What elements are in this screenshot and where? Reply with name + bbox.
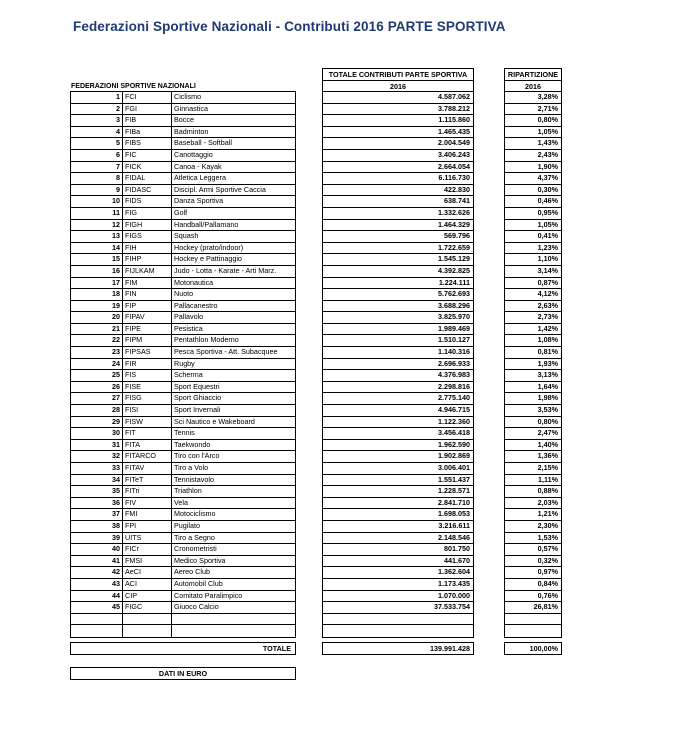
distribution-pct: 1,98% bbox=[505, 393, 561, 405]
federation-code: FIH bbox=[122, 243, 169, 254]
federation-name: Sport Equestri bbox=[171, 382, 295, 393]
federation-code: FIJLKAM bbox=[122, 266, 169, 277]
contribution-value: 1.122.360 bbox=[323, 417, 473, 429]
table-row bbox=[71, 498, 295, 510]
row-number: 2 bbox=[116, 103, 120, 113]
table-row bbox=[71, 567, 295, 579]
distribution-pct: 1,11% bbox=[505, 475, 561, 487]
federation-name: Triathlon bbox=[171, 486, 295, 497]
federation-code: FIGH bbox=[122, 220, 169, 231]
federation-code: CIP bbox=[122, 591, 169, 602]
contribution-value bbox=[323, 625, 473, 637]
federation-name: Sport Invernali bbox=[171, 405, 295, 416]
row-number: 40 bbox=[112, 544, 120, 554]
contribution-value: 3.216.611 bbox=[323, 521, 473, 533]
federation-name: Vela bbox=[171, 498, 295, 509]
table-row bbox=[71, 173, 295, 185]
contribution-value: 2.696.933 bbox=[323, 359, 473, 371]
table-row bbox=[71, 370, 295, 382]
page-title: Federazioni Sportive Nazionali - Contributi 2016 PARTE SPORTIVA bbox=[73, 19, 506, 34]
contribution-value: 1.510.127 bbox=[323, 335, 473, 347]
row-number: 6 bbox=[116, 149, 120, 159]
row-number: 35 bbox=[112, 486, 120, 496]
distribution-pct: 0,76% bbox=[505, 591, 561, 603]
row-number: 14 bbox=[112, 242, 120, 252]
row-number: 43 bbox=[112, 578, 120, 588]
contribution-value: 1.989.469 bbox=[323, 324, 473, 336]
contribution-value: 6.116.730 bbox=[323, 173, 473, 185]
contribution-value: 2.298.816 bbox=[323, 382, 473, 394]
table-row bbox=[71, 544, 295, 556]
row-number: 17 bbox=[112, 277, 120, 287]
federation-code: FIBS bbox=[122, 138, 169, 149]
contribution-value: 1.722.659 bbox=[323, 243, 473, 255]
row-number: 45 bbox=[112, 602, 120, 612]
row-number: 5 bbox=[116, 138, 120, 148]
contribution-value: 4.376.983 bbox=[323, 370, 473, 382]
row-number: 20 bbox=[112, 312, 120, 322]
federation-name: Taekwondo bbox=[171, 440, 295, 451]
distribution-pct: 0,84% bbox=[505, 579, 561, 591]
federations-table bbox=[70, 92, 296, 638]
table-row bbox=[71, 463, 295, 475]
table-row bbox=[71, 138, 295, 150]
contribution-value: 1.698.053 bbox=[323, 509, 473, 521]
table-row bbox=[71, 382, 295, 394]
contribution-value: 1.962.590 bbox=[323, 440, 473, 452]
distribution-pct: 3,28% bbox=[505, 92, 561, 104]
contribution-value: 4.946.715 bbox=[323, 405, 473, 417]
federation-name: Squash bbox=[171, 231, 295, 242]
federation-name: Aereo Club bbox=[171, 567, 295, 578]
table-row bbox=[71, 451, 295, 463]
table-row bbox=[71, 266, 295, 278]
federation-code: FIGC bbox=[122, 602, 169, 613]
distribution-pct: 1,43% bbox=[505, 138, 561, 150]
table-row bbox=[71, 335, 295, 347]
contribution-value: 1.228.571 bbox=[323, 486, 473, 498]
federation-code: FISI bbox=[122, 405, 169, 416]
row-number: 12 bbox=[112, 219, 120, 229]
federation-code: FMI bbox=[122, 509, 169, 520]
contribution-value: 638.741 bbox=[323, 196, 473, 208]
distribution-pct: 0,57% bbox=[505, 544, 561, 556]
distribution-pct: 1,05% bbox=[505, 220, 561, 232]
total-label: TOTALE bbox=[262, 644, 291, 653]
row-number: 31 bbox=[112, 439, 120, 449]
federation-name: Pallavolo bbox=[171, 312, 295, 323]
contribution-value: 422.830 bbox=[323, 185, 473, 197]
currency-note: DATI IN EURO bbox=[158, 669, 208, 678]
table-row bbox=[71, 509, 295, 521]
contribution-value: 2.775.140 bbox=[323, 393, 473, 405]
distribution-pct: 4,12% bbox=[505, 289, 561, 301]
table-row bbox=[71, 312, 295, 324]
table-row bbox=[71, 301, 295, 313]
table-row bbox=[71, 393, 295, 405]
federation-code: FIG bbox=[122, 208, 169, 219]
federation-code: FIDS bbox=[122, 196, 169, 207]
contribution-value: 2.148.546 bbox=[323, 533, 473, 545]
distribution-pct: 1,93% bbox=[505, 359, 561, 371]
federation-name: Baseball - Softball bbox=[171, 138, 295, 149]
contribution-value: 1.464.329 bbox=[323, 220, 473, 232]
distribution-pct: 1,53% bbox=[505, 533, 561, 545]
table-row bbox=[71, 591, 295, 603]
table-row bbox=[71, 625, 295, 637]
federation-code: FIPSAS bbox=[122, 347, 169, 358]
federation-name: Automobil Club bbox=[171, 579, 295, 590]
table-row bbox=[71, 428, 295, 440]
contribution-value: 1.140.316 bbox=[323, 347, 473, 359]
contribution-value: 37.533.754 bbox=[323, 602, 473, 614]
table-row bbox=[71, 614, 295, 626]
distribution-pct: 2,47% bbox=[505, 428, 561, 440]
contribution-value: 3.825.970 bbox=[323, 312, 473, 324]
federation-code: FIPAV bbox=[122, 312, 169, 323]
row-number: 22 bbox=[112, 335, 120, 345]
federation-code: FPI bbox=[122, 521, 169, 532]
table-row bbox=[71, 556, 295, 568]
row-number: 7 bbox=[116, 161, 120, 171]
federation-name: Sport Ghiaccio bbox=[171, 393, 295, 404]
row-number: 24 bbox=[112, 358, 120, 368]
distribution-pct bbox=[505, 625, 561, 637]
federation-name: Pesistica bbox=[171, 324, 295, 335]
distribution-pct: 0,88% bbox=[505, 486, 561, 498]
federation-name: Hockey (prato/indoor) bbox=[171, 243, 295, 254]
contribution-value bbox=[323, 614, 473, 626]
distribution-pct: 1,23% bbox=[505, 243, 561, 255]
distribution-pct: 0,80% bbox=[505, 417, 561, 429]
contribution-value: 569.796 bbox=[323, 231, 473, 243]
contribution-value: 2.841.710 bbox=[323, 498, 473, 510]
distribution-pct bbox=[505, 614, 561, 626]
row-number: 27 bbox=[112, 393, 120, 403]
federation-code: FITeT bbox=[122, 475, 169, 486]
federation-code bbox=[122, 614, 169, 625]
row-number: 18 bbox=[112, 289, 120, 299]
federation-name: Cronometristi bbox=[171, 544, 295, 555]
federation-name: Ginnastica bbox=[171, 104, 295, 115]
row-number: 13 bbox=[112, 231, 120, 241]
row-number: 34 bbox=[112, 474, 120, 484]
row-number: 1 bbox=[116, 92, 120, 101]
federation-code: FISG bbox=[122, 393, 169, 404]
contribution-value: 1.902.869 bbox=[323, 451, 473, 463]
contribution-value: 1.332.626 bbox=[323, 208, 473, 220]
federation-name: Handball/Pallamano bbox=[171, 220, 295, 231]
table-row bbox=[71, 405, 295, 417]
contribution-value: 1.551.437 bbox=[323, 475, 473, 487]
federation-name: Canottaggio bbox=[171, 150, 295, 161]
total-pct-box bbox=[504, 642, 562, 655]
row-number: 11 bbox=[112, 207, 120, 217]
table-row bbox=[71, 440, 295, 452]
row-number: 10 bbox=[112, 196, 120, 206]
federation-code: FIB bbox=[122, 115, 169, 126]
distribution-pct: 0,87% bbox=[505, 278, 561, 290]
federation-name bbox=[171, 614, 295, 625]
table-row bbox=[71, 150, 295, 162]
distribution-pct: 2,03% bbox=[505, 498, 561, 510]
federation-name: Judo - Lotta - Karate - Arti Marz. bbox=[171, 266, 295, 277]
federation-name: Comitato Paralimpico bbox=[171, 591, 295, 602]
contribution-value: 2.004.549 bbox=[323, 138, 473, 150]
table-row bbox=[71, 359, 295, 371]
federation-code: FICK bbox=[122, 162, 169, 173]
federation-name: Rugby bbox=[171, 359, 295, 370]
federation-code: FIT bbox=[122, 428, 169, 439]
contribution-value: 441.670 bbox=[323, 556, 473, 568]
federation-code: FIPE bbox=[122, 324, 169, 335]
total-value-box bbox=[322, 642, 474, 655]
federation-code: AeCI bbox=[122, 567, 169, 578]
federation-name: Danza Sportiva bbox=[171, 196, 295, 207]
contribution-value: 1.362.604 bbox=[323, 567, 473, 579]
federation-name: Sci Nautico e Wakeboard bbox=[171, 417, 295, 428]
federation-name: Badminton bbox=[171, 127, 295, 138]
distribution-pct: 3,13% bbox=[505, 370, 561, 382]
row-number: 9 bbox=[116, 184, 120, 194]
table-row bbox=[71, 486, 295, 498]
federation-name: Pesca Sportiva - Att. Subacquee bbox=[171, 347, 295, 358]
federation-code: FIC bbox=[122, 150, 169, 161]
federations-header: FEDERAZIONI SPORTIVE NAZIONALI bbox=[70, 81, 296, 92]
distribution-pct: 2,30% bbox=[505, 521, 561, 533]
rip-header-year: 2016 bbox=[505, 80, 561, 92]
contribution-value: 3.788.212 bbox=[323, 104, 473, 116]
table-row bbox=[71, 196, 295, 208]
federation-code: FITA bbox=[122, 440, 169, 451]
row-number: 29 bbox=[112, 416, 120, 426]
row-number: 37 bbox=[112, 509, 120, 519]
distribution-pct: 1,40% bbox=[505, 440, 561, 452]
row-number: 23 bbox=[112, 347, 120, 357]
distribution-pct: 2,43% bbox=[505, 150, 561, 162]
distribution-table bbox=[504, 92, 562, 638]
total-value: 139.991.428 bbox=[430, 644, 470, 653]
row-number: 36 bbox=[112, 497, 120, 507]
distribution-pct: 4,37% bbox=[505, 173, 561, 185]
contribution-value: 1.224.111 bbox=[323, 278, 473, 290]
distribution-pct: 0,30% bbox=[505, 185, 561, 197]
federation-code: ACI bbox=[122, 579, 169, 590]
table-row bbox=[71, 579, 295, 591]
table-row bbox=[71, 104, 295, 116]
federation-code: FIP bbox=[122, 301, 169, 312]
table-row bbox=[71, 231, 295, 243]
contrib-header-year: 2016 bbox=[323, 80, 473, 92]
rip-header bbox=[504, 68, 562, 92]
table-row bbox=[71, 278, 295, 290]
row-number: 33 bbox=[112, 463, 120, 472]
contribution-value: 3.006.401 bbox=[323, 463, 473, 475]
row-number: 44 bbox=[112, 590, 120, 600]
distribution-pct: 0,41% bbox=[505, 231, 561, 243]
distribution-pct: 0,97% bbox=[505, 567, 561, 579]
contrib-header bbox=[322, 68, 474, 92]
contribution-value: 3.688.296 bbox=[323, 301, 473, 313]
federation-code: FIGS bbox=[122, 231, 169, 242]
federation-name: Canoa - Kayak bbox=[171, 162, 295, 173]
row-number: 38 bbox=[112, 520, 120, 530]
table-row bbox=[71, 347, 295, 359]
distribution-pct: 26,81% bbox=[505, 602, 561, 614]
distribution-pct: 0,46% bbox=[505, 196, 561, 208]
contribution-value: 1.545.129 bbox=[323, 254, 473, 266]
distribution-pct: 0,81% bbox=[505, 347, 561, 359]
table-row bbox=[71, 162, 295, 174]
contribution-value: 4.587.062 bbox=[323, 92, 473, 104]
federation-name: Nuoto bbox=[171, 289, 295, 300]
contrib-header-label: TOTALE CONTRIBUTI PARTE SPORTIVA bbox=[328, 70, 468, 79]
table-row bbox=[71, 243, 295, 255]
distribution-pct: 1,42% bbox=[505, 324, 561, 336]
row-number: 42 bbox=[112, 567, 120, 577]
contribution-value: 3.456.418 bbox=[323, 428, 473, 440]
currency-note-box bbox=[70, 667, 296, 680]
distribution-pct: 1,05% bbox=[505, 127, 561, 139]
federation-code: UITS bbox=[122, 533, 169, 544]
rip-header-label: RIPARTIZIONE bbox=[507, 70, 559, 79]
table-row bbox=[71, 602, 295, 614]
federation-name: Pugilato bbox=[171, 521, 295, 532]
table-row bbox=[71, 208, 295, 220]
federation-name bbox=[171, 625, 295, 637]
federation-code: FIS bbox=[122, 370, 169, 381]
contribution-value: 2.664.054 bbox=[323, 162, 473, 174]
contribution-value: 4.392.825 bbox=[323, 266, 473, 278]
federation-code: FGI bbox=[122, 104, 169, 115]
federation-name: Tiro a Volo bbox=[171, 463, 295, 474]
federation-name: Tennis bbox=[171, 428, 295, 439]
federation-code: FIR bbox=[122, 359, 169, 370]
federation-name: Golf bbox=[171, 208, 295, 219]
table-row bbox=[71, 533, 295, 545]
row-number: 19 bbox=[112, 300, 120, 310]
federation-name: Atletica Leggera bbox=[171, 173, 295, 184]
row-number: 39 bbox=[112, 532, 120, 542]
contribution-value: 801.750 bbox=[323, 544, 473, 556]
row-number: 3 bbox=[116, 115, 120, 125]
row-number: 28 bbox=[112, 405, 120, 415]
row-number: 32 bbox=[112, 451, 120, 461]
distribution-pct: 1,21% bbox=[505, 509, 561, 521]
row-number: 41 bbox=[112, 555, 120, 565]
distribution-pct: 0,32% bbox=[505, 556, 561, 568]
distribution-pct: 2,15% bbox=[505, 463, 561, 475]
federation-code: FISW bbox=[122, 417, 169, 428]
distribution-pct: 0,95% bbox=[505, 208, 561, 220]
federation-code: FITAV bbox=[122, 463, 169, 474]
federation-name: Bocce bbox=[171, 115, 295, 126]
distribution-pct: 1,10% bbox=[505, 254, 561, 266]
table-row bbox=[71, 324, 295, 336]
federation-name: Pallacanestro bbox=[171, 301, 295, 312]
table-row bbox=[71, 220, 295, 232]
distribution-pct: 1,64% bbox=[505, 382, 561, 394]
federation-name: Scherma bbox=[171, 370, 295, 381]
federation-code: FICr bbox=[122, 544, 169, 555]
row-number: 4 bbox=[116, 126, 120, 136]
federation-name: Tiro con l'Arco bbox=[171, 451, 295, 462]
contribution-value: 1.115.860 bbox=[323, 115, 473, 127]
contributions-table bbox=[322, 92, 474, 638]
distribution-pct: 1,08% bbox=[505, 335, 561, 347]
distribution-pct: 1,90% bbox=[505, 162, 561, 174]
table-row bbox=[71, 185, 295, 197]
contribution-value: 1.070.000 bbox=[323, 591, 473, 603]
federation-name: Hockey e Pattinaggio bbox=[171, 254, 295, 265]
distribution-pct: 3,14% bbox=[505, 266, 561, 278]
federation-code: FIV bbox=[122, 498, 169, 509]
federation-code: FIDAL bbox=[122, 173, 169, 184]
federation-code: FMSI bbox=[122, 556, 169, 567]
row-number: 8 bbox=[116, 173, 120, 183]
row-number: 15 bbox=[112, 254, 120, 264]
federation-code bbox=[122, 625, 169, 637]
row-number: 30 bbox=[112, 428, 120, 438]
table-row bbox=[71, 115, 295, 127]
federation-name: Giuoco Calcio bbox=[171, 602, 295, 613]
distribution-pct: 0,80% bbox=[505, 115, 561, 127]
contribution-value: 5.762.693 bbox=[323, 289, 473, 301]
distribution-pct: 1,36% bbox=[505, 451, 561, 463]
total-pct: 100,00% bbox=[529, 644, 558, 653]
federation-name: Tennistavolo bbox=[171, 475, 295, 486]
row-number: 21 bbox=[112, 323, 120, 333]
distribution-pct: 3,53% bbox=[505, 405, 561, 417]
federation-code: FIN bbox=[122, 289, 169, 300]
federation-code: FITri bbox=[122, 486, 169, 497]
table-row bbox=[71, 289, 295, 301]
table-row bbox=[71, 521, 295, 533]
row-number: 25 bbox=[112, 370, 120, 380]
row-number: 26 bbox=[112, 381, 120, 391]
federation-name: Medico Sportiva bbox=[171, 556, 295, 567]
table-row bbox=[71, 475, 295, 487]
federation-name: Tiro a Segno bbox=[171, 533, 295, 544]
contribution-value: 1.465.435 bbox=[323, 127, 473, 139]
table-row bbox=[71, 127, 295, 139]
federation-code: FIPM bbox=[122, 335, 169, 346]
federation-name: Pentathlon Moderno bbox=[171, 335, 295, 346]
total-label-box bbox=[70, 642, 296, 655]
federation-code: FCI bbox=[122, 92, 169, 103]
federation-code: FIHP bbox=[122, 254, 169, 265]
contribution-value: 1.173.435 bbox=[323, 579, 473, 591]
federation-code: FISE bbox=[122, 382, 169, 393]
federation-code: FIDASC bbox=[122, 185, 169, 196]
federation-code: FIBa bbox=[122, 127, 169, 138]
federation-name: Ciclismo bbox=[171, 92, 295, 103]
table-row bbox=[71, 254, 295, 266]
distribution-pct: 2,71% bbox=[505, 104, 561, 116]
federation-name: Motonautica bbox=[171, 278, 295, 289]
federation-name: Discipl. Armi Sportive Caccia bbox=[171, 185, 295, 196]
table-row bbox=[71, 92, 295, 104]
federation-code: FIM bbox=[122, 278, 169, 289]
distribution-pct: 2,73% bbox=[505, 312, 561, 324]
contribution-value: 3.406.243 bbox=[323, 150, 473, 162]
row-number: 16 bbox=[112, 265, 120, 275]
table-row bbox=[71, 417, 295, 429]
distribution-pct: 2,63% bbox=[505, 301, 561, 313]
federation-code: FITARCO bbox=[122, 451, 169, 462]
federation-name: Motociclismo bbox=[171, 509, 295, 520]
